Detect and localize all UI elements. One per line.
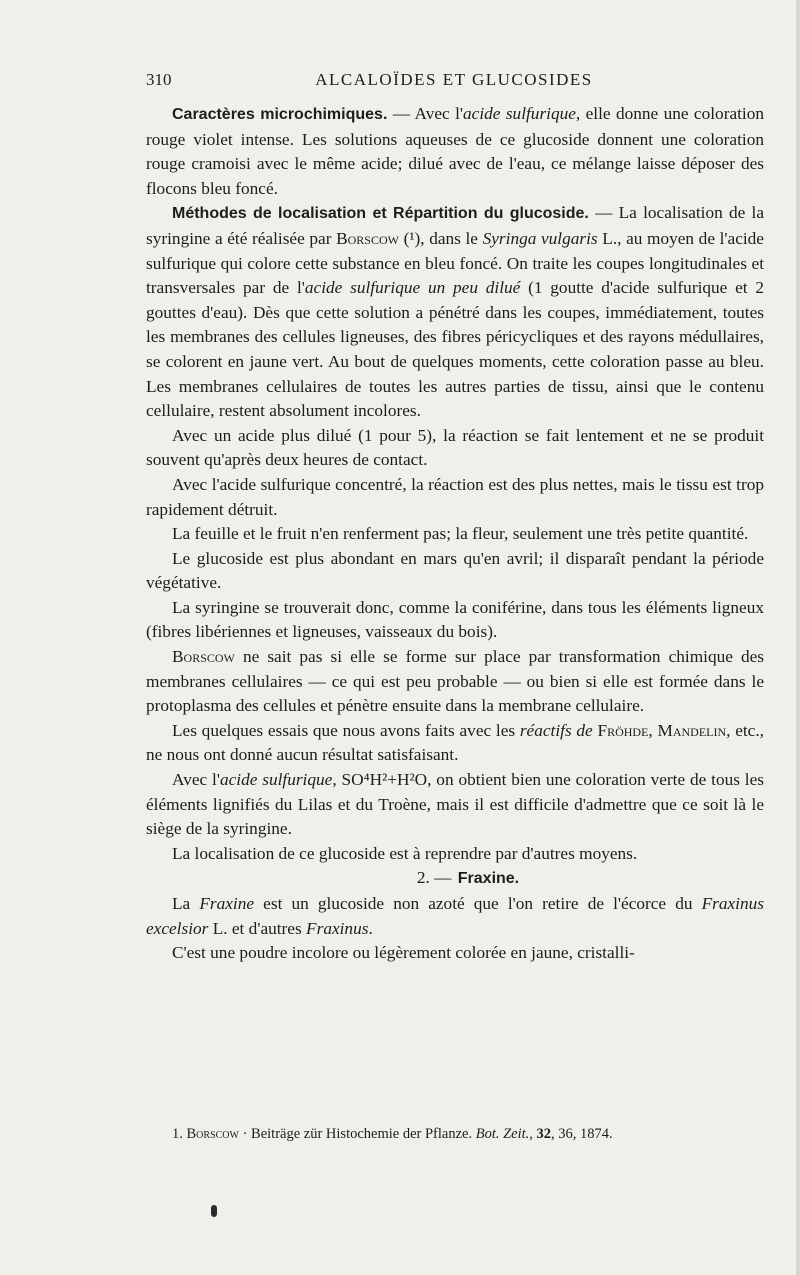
text-run: · Beiträge zür Histochemie der Pflanze. (238, 1126, 476, 1142)
author-name: Fröhde (597, 720, 649, 740)
text-run: , elle donne une coloration rouge violet intense. Les solutions aqueuses de ce glucoside donnent une coloration rouge cramoisi avec le même acide; dilué avec de l'eau, ce mélange laisse déposer des flocons bleu foncé. (146, 104, 764, 198)
paragraph: Avec un acide plus dilué (1 pour 5), la réaction se fait lentement et ne se produit souvent qu'après deux heures de contact. (146, 425, 764, 470)
text-run: La (172, 894, 200, 913)
paragraph-reactifs (146, 719, 764, 768)
page-edge (796, 0, 800, 1275)
section-number: 2. — (416, 868, 452, 888)
author-name: Borscow (172, 647, 235, 667)
paragraph-acide-sulfurique (146, 768, 764, 842)
text-run: L. et d'autres (208, 918, 307, 938)
italic-run: acide sulfurique (219, 770, 333, 790)
text-run: — Avec l' (387, 104, 464, 123)
italic-run: acide sulfurique un peu dilué (304, 278, 521, 298)
body-text (146, 102, 764, 966)
paragraph: La syringine se trouverait donc, comme la coniférine, dans tous les éléments ligneux (fibres libériennes et ligneuses, vaisseaux du bois). (146, 597, 764, 642)
paragraph: Avec l'acide sulfurique concentré, la réaction est des plus nettes, mais le tissu est trop rapidement détruit. (146, 474, 764, 519)
runin-heading: Méthodes de localisation et Répartition du glucoside. (172, 205, 589, 223)
footnote-author: Borscow (186, 1126, 239, 1142)
text-run: Les quelques essais que nous avons faits avec les (172, 720, 520, 740)
footnote (172, 1124, 772, 1144)
paragraph-fraxine-intro (146, 892, 764, 941)
author-name: Borscow (336, 228, 399, 248)
text-run: L., au moyen de l'acide sulfurique qui colore cette substance en bleu foncé. On traite les coupes longitudinales et transversales par de l' (146, 228, 764, 298)
italic-run: Fraxinus excelsior (146, 894, 764, 938)
paragraph: C'est une poudre incolore ou légèrement colorée en jaune, cristalli- (172, 943, 635, 963)
text-run: , (529, 1126, 537, 1142)
paragraph: Le glucoside est plus abondant en mars qu'en avril; il disparaît pendant la période végétative. (146, 548, 764, 593)
footnote-volume: 32 (536, 1126, 552, 1142)
paragraph-borscow (146, 645, 764, 719)
italic-run: acide sulfurique (463, 104, 576, 123)
text-run: , 36, 1874. (551, 1126, 613, 1142)
italic-run: Syringa vulgaris (482, 228, 598, 248)
text-run: . (368, 918, 373, 938)
author-name: Mandelin (657, 720, 727, 740)
text-run: (1 goutte d'acide sulfurique et 2 gouttes d'eau). Dès que cette solution a pénétré dans les coupes, immédiatement, toutes les membranes des cellules ligneuses, des fibres péricycliques et des rayons médullaires, se colorent en jaune vert. Au bout de quelques moments, cette coloration passe au bleu. Les membranes cellulaires de toutes les autres parties de tissu, ainsi que le contenu cellulaire, restent absolument incolores. (146, 278, 764, 421)
paragraph: La feuille et le fruit n'en renferment pas; la fleur, seulement une très petite quantité. (172, 524, 749, 544)
text-run: , SO⁴H²+H²O, on obtient bien une coloration verte de tous les éléments lignifiés du Lilas et du Troène, mais il est difficile d'admettre que ce soit là le siège de la syringine. (146, 770, 764, 839)
section-title: Fraxine. (457, 870, 520, 888)
italic-run: réactifs de (519, 720, 593, 740)
running-title: ALCALOÏDES ET GLUCOSIDES (315, 70, 593, 89)
running-header (146, 70, 762, 94)
ink-spot (211, 1205, 217, 1217)
section-heading-fraxine (146, 866, 764, 892)
text-run: est un glucoside non azoté que l'on retire de l'écorce du (254, 894, 702, 913)
runin-heading: Caractères microchimiques. (172, 106, 388, 123)
text-run: Avec l' (172, 770, 220, 790)
paragraph: La localisation de ce glucoside est à reprendre par d'autres moyens. (172, 843, 638, 863)
paragraph-caracteres-microchimiques (146, 102, 764, 201)
paragraph-methodes-localisation (146, 201, 764, 423)
text-run: ne sait pas si elle se forme sur place par transformation chimique des membranes cellulaires — ce qui est peu probable — ou bien si elle est formée dans le protoplasma des cellules et pénètre ensuite dans la membrane cellulaire. (146, 647, 764, 716)
footnote-journal: Bot. Zeit. (475, 1126, 530, 1142)
italic-run: Fraxine (199, 894, 255, 913)
italic-run: Fraxinus (306, 918, 369, 938)
text-run: , etc., ne nous ont donné aucun résultat satisfaisant. (146, 720, 764, 765)
page-number: 310 (146, 70, 172, 89)
text-run: (¹), dans le (398, 228, 483, 248)
text-run: — La localisation de la syringine a été réalisée par (146, 203, 764, 248)
footnote-label: 1. (172, 1126, 187, 1142)
text-run: , (648, 720, 658, 740)
